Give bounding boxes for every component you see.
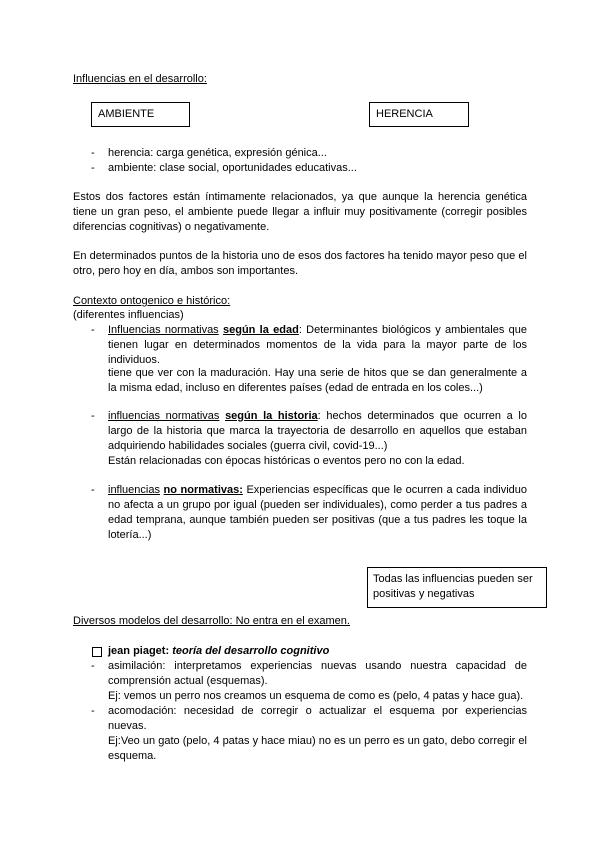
item-text: : hechos determinados que ocurren a lo largo de la historia que marca la trayectoria de desarrollo en aquellos que estaban adquiriendo habilidades sociales (guerra civil, covid-19...) xyxy=(108,410,527,452)
factor-herencia: herencia: carga genética, expresión génica... xyxy=(108,147,327,159)
context-heading: Contexto ontogenico e histórico: xyxy=(73,295,231,307)
model-item-acomodacion: acomodación: necesidad de corregir o actualizar el esquema por experiencias nuevas. xyxy=(108,705,527,732)
page-title: Influencias en el desarrollo: xyxy=(73,73,207,85)
bullet-dash: - xyxy=(91,660,95,672)
item-label-strong: no normativas: xyxy=(163,484,243,496)
context-item-historia xyxy=(108,409,527,454)
item-text: : Determinantes biológicos y ambientales que tienen lugar en determinados momentos de la vida para la mayor parte de los individuos. xyxy=(108,324,527,366)
model-item-acomodacion-example: Ej:Veo un gato (pelo, 4 patas y hace miau) no es un perro es un gato, debo corregir el esquema. xyxy=(108,735,527,762)
piaget-title: jean piaget: teoría del desarrollo cognitivo xyxy=(108,645,330,657)
item-label: influencias normativas xyxy=(108,410,220,422)
theory-name: teoría del desarrollo cognitivo xyxy=(172,645,330,657)
paragraph-relacion: Estos dos factores están íntimamente relacionados, ya que aunque la herencia genética tiene un gran peso, el ambiente puede llegar a influir muy positivamente (corregir posibles diferencias cognitivas) o negativamente. xyxy=(73,191,527,233)
bullet-dash: - xyxy=(91,147,95,159)
herencia-box: HERENCIA xyxy=(369,102,469,127)
note-box: Todas las influencias pueden ser positivas y negativas xyxy=(367,567,547,608)
context-subheading: (diferentes influencias) xyxy=(73,309,184,321)
author-name: jean piaget xyxy=(108,645,166,657)
context-item-edad xyxy=(108,323,527,368)
bullet-dash: - xyxy=(91,324,95,336)
item-label: influencias xyxy=(108,484,160,496)
context-item-edad-extra: tiene que ver con la maduración. Hay una serie de hitos que se dan generalmente a la misma edad, incluso en diferentes países (edad de entrada en los coles...) xyxy=(108,367,527,394)
item-label: Influencias normativas xyxy=(108,324,219,336)
item-label-strong: según la edad xyxy=(222,324,299,336)
bullet-dash: - xyxy=(91,162,95,174)
models-heading: Diversos modelos del desarrollo: No entra en el examen. xyxy=(73,615,350,627)
factor-ambiente: ambiente: clase social, oportunidades educativas... xyxy=(108,162,357,174)
item-text: Experiencias específicas que le ocurren a cada individuo no afecta a un grupo por igual (pueden ser individuales), como perder a tus padres a edad temprana, aunque también pueden ser positivas (que a tus padres les toque la lotería...) xyxy=(108,484,527,541)
ambiente-box: AMBIENTE xyxy=(91,102,190,127)
item-label-strong: según la historia xyxy=(225,410,318,422)
checkbox-icon[interactable] xyxy=(92,647,102,657)
model-item-asimilacion-example: Ej: vemos un perro nos creamos un esquema de como es (pelo, 4 patas y hace gua). xyxy=(108,690,524,702)
bullet-dash: - xyxy=(91,484,95,496)
bullet-dash: - xyxy=(91,705,95,717)
context-item-no-normativas xyxy=(108,483,527,543)
context-item-historia-extra: Están relacionadas con épocas históricas o eventos pero no con la edad. xyxy=(108,455,465,467)
model-item-asimilacion: asimilación: interpretamos experiencias nuevas usando nuestra capacidad de comprensión actual (esquemas). xyxy=(108,660,527,687)
bullet-dash: - xyxy=(91,410,95,422)
paragraph-historia: En determinados puntos de la historia uno de esos dos factores ha tenido mayor peso que el otro, pero hoy en día, ambos son importantes. xyxy=(73,250,527,277)
